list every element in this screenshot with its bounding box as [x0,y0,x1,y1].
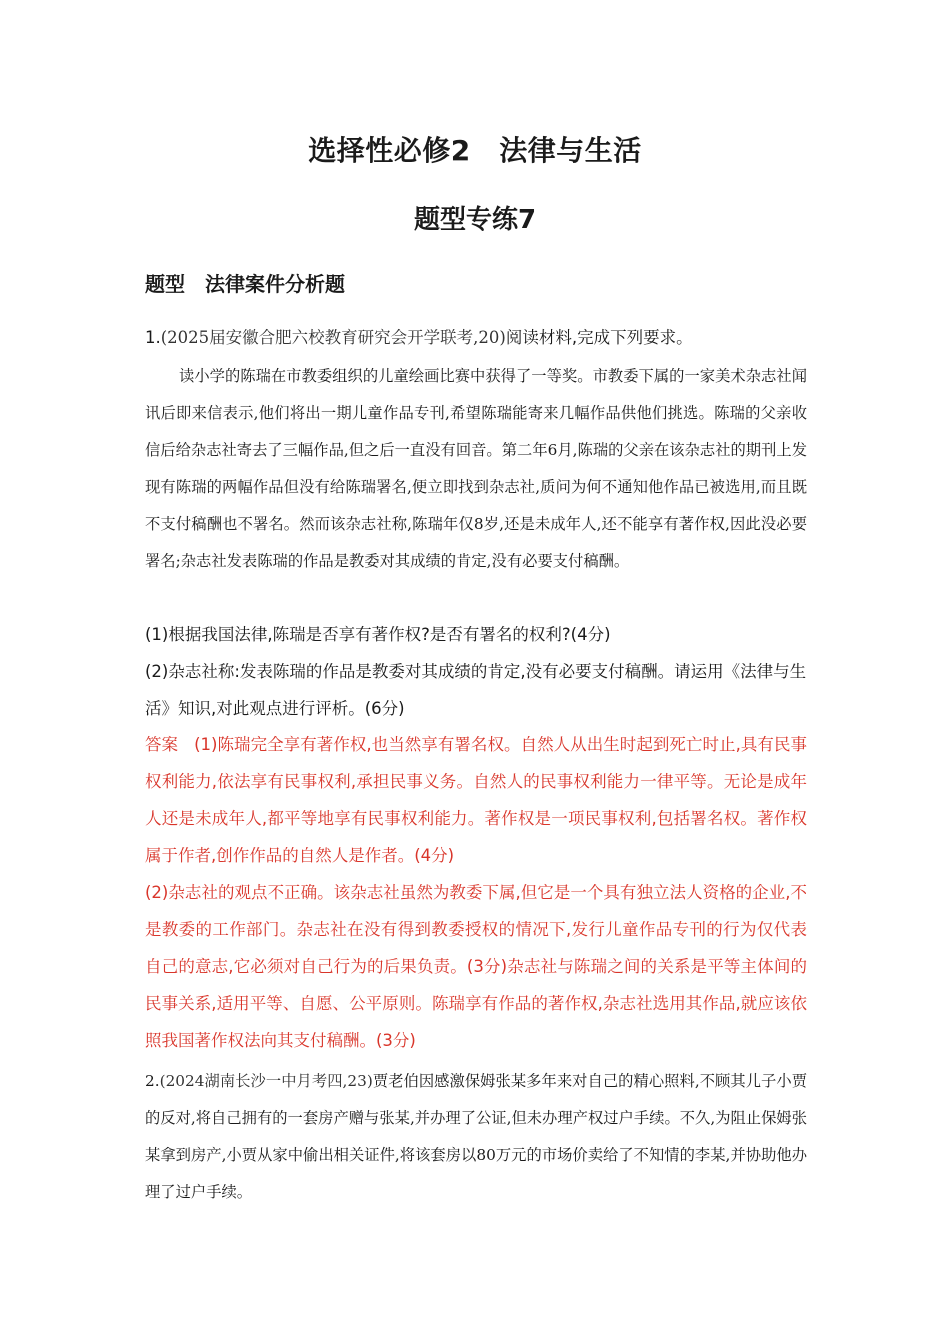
section-heading: 题型 法律案件分析题 [145,272,345,296]
answer-part-2: (2)杂志社的观点不正确。该杂志社虽然为教委下属,但它是一个具有独立法人资格的企业,不是教委的工作部门。杂志社在没有得到教委授权的情况下,发行儿童作品专刊的行为仅代表自己的意志,它必须对自己行为的后果负责。(3分)杂志社与陈瑞之间的关系是平等主体间的民事关系,适用平等、自愿、公平原则。陈瑞享有作品的著作权,杂志社选用其作品,就应该依照我国著作权法向其支付稿酬。(3分) [145,883,807,1050]
question-2 [145,1063,807,1211]
answer-part-1-text: (1)陈瑞完全享有著作权,也当然享有署名权。自然人从出生时起到死亡时止,具有民事权利能力,依法享有民事权利,承担民事义务。自然人的民事权利能力一律平等。无论是成年人还是未成年人,都平等地享有民事权利能力。著作权是一项民事权利,包括署名权。著作权属于作者,创作作品的自然人是作者。(4分) [145,735,807,865]
question-1-prompt: 阅读材料,完成下列要求。 [505,328,693,347]
question-1-source: (2025届安徽合肥六校教育研究会开学联考,20) [160,328,506,347]
question-2-material-text: 贾老伯因感激保姆张某多年来对自己的精心照料,不顾其儿子小贾的反对,将自己拥有的一套房产赠与张某,并办理了公证,但未办理产权过户手续。不久,为阻止保姆张某拿到房产,小贾从家中偷出相关证件,将该套房以80万元的市场价卖给了不知情的李某,并协助他办理了过户手续。 [145,1072,807,1201]
question-1 [145,326,807,350]
document-subtitle: 题型专练7 [413,205,537,235]
question-1-subquestions [145,616,807,727]
question-1-material [145,358,807,580]
question-2-source: (2024湖南长沙一中月考四,23) [159,1072,373,1090]
question-1-sub-2: (2)杂志社称:发表陈瑞的作品是教委对其成绩的肯定,没有必要支付稿酬。请运用《法律与生活》知识,对此观点进行评析。(6分) [145,662,807,718]
question-1-material-block [145,358,807,580]
question-2-material [145,1063,807,1211]
question-1-material-text: 读小学的陈瑞在市教委组织的儿童绘画比赛中获得了一等奖。市教委下属的一家美术杂志社闻讯后即来信表示,他们将出一期儿童作品专刊,希望陈瑞能寄来几幅作品供他们挑选。陈瑞的父亲收信后给杂志社寄去了三幅作品,但之后一直没有回音。第二年6月,陈瑞的父亲在该杂志社的期刊上发现有陈瑞的两幅作品但没有给陈瑞署名,便立即找到杂志社,质问为何不通知他作品已被选用,而且既不支付稿酬也不署名。然而该杂志社称,陈瑞年仅8岁,还是未成年人,还不能享有著作权,因此没必要署名;杂志社发表陈瑞的作品是教委对其成绩的肯定,没有必要支付稿酬。 [145,367,807,570]
question-1-sub-1: (1)根据我国法律,陈瑞是否享有著作权?是否有署名的权利?(4分) [145,625,611,644]
answer-part-1 [145,726,807,874]
question-1-number: 1. [145,328,161,347]
answer-label: 答案 [145,735,179,754]
document-title: 选择性必修2 法律与生活 [308,134,642,167]
question-1-header [145,326,807,350]
question-2-number: 2. [145,1072,160,1090]
question-1-answer [145,726,807,1059]
